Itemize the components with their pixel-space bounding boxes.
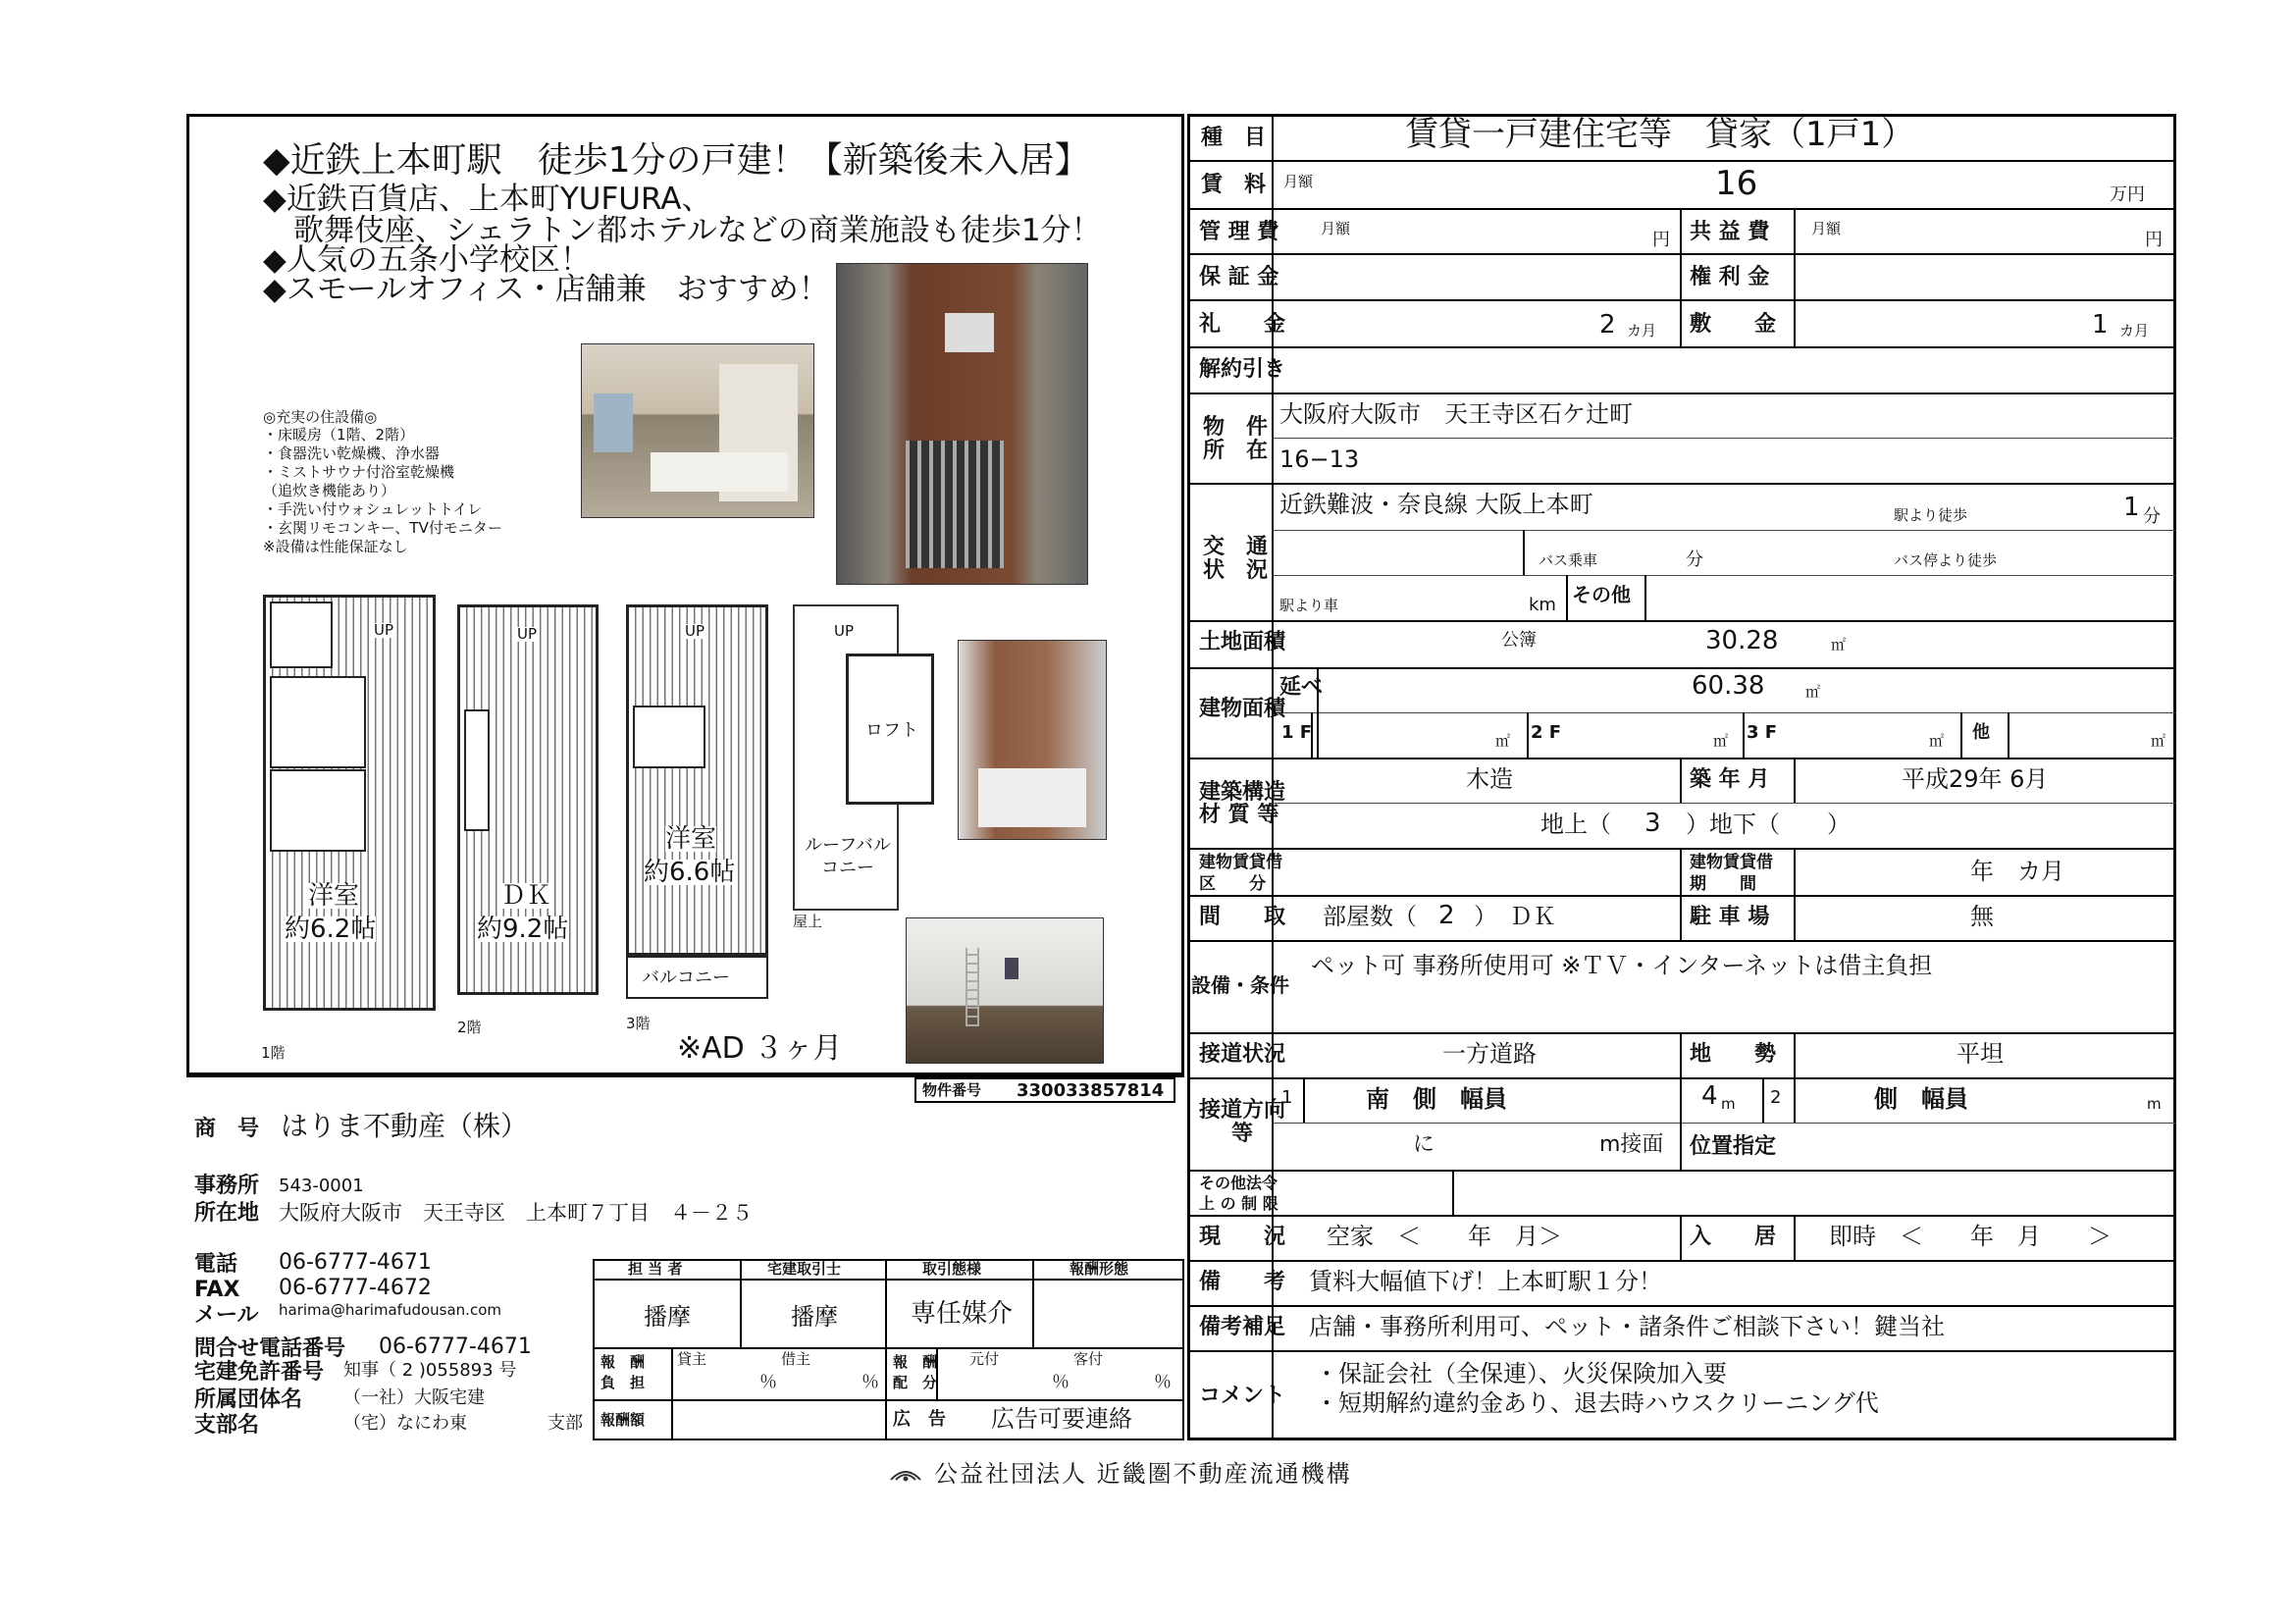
remarks: 賃料大幅値下げ！上本町駅１分！	[1309, 1268, 1662, 1295]
road-ni: に	[1413, 1132, 1435, 1157]
road-label: 接道状況	[1199, 1042, 1286, 1067]
tel: 06-6777-4671	[279, 1250, 432, 1275]
road: 一方道路	[1442, 1040, 1537, 1068]
remarks-label: 備 考	[1199, 1270, 1286, 1294]
walk-minutes: 1	[2123, 493, 2140, 522]
office-zip: 543-0001	[279, 1176, 364, 1196]
branch-suffix: 支部	[548, 1413, 583, 1434]
land-label: 土地面積	[1199, 630, 1286, 654]
road-dir-label: 接道方向 等	[1199, 1098, 1286, 1147]
f1-unit: ㎡	[1495, 732, 1511, 750]
status: 空家 ＜ 年 月＞	[1327, 1223, 1562, 1250]
ad-bullet-1: ◆近鉄上本町駅 徒歩1分の戸建！【新築後未入居】	[263, 140, 1090, 181]
room-photo	[906, 917, 1104, 1064]
origin-label: 元付	[969, 1350, 1000, 1368]
floor3-up: UP	[685, 622, 705, 640]
ad-value: 広告可要連絡	[991, 1405, 1132, 1433]
shikikin-unit: カ月	[2119, 322, 2150, 340]
f1-label: 1 F	[1281, 722, 1313, 743]
f3-unit: ㎡	[1929, 732, 1945, 750]
rent-monthly: 月額	[1283, 173, 1314, 190]
f3-label: 3 F	[1747, 722, 1778, 743]
road1-no: 1	[1281, 1087, 1293, 1108]
floor1-room: 洋室	[308, 881, 360, 911]
th-mode: 取引態様	[922, 1260, 982, 1278]
property-number: 330033857814	[1017, 1080, 1165, 1101]
trade-mode: 専任媒介	[911, 1299, 1014, 1329]
floors: 3	[1644, 809, 1661, 838]
rent-label: 賃 料	[1201, 173, 1267, 197]
gratuity-unit: カ月	[1627, 322, 1657, 340]
common-label: 共 益 費	[1690, 220, 1770, 244]
total-area: 60.38	[1692, 671, 1765, 701]
f2-label: 2 F	[1531, 722, 1562, 743]
road1-width: 4	[1701, 1081, 1718, 1111]
mgmt-monthly: 月額	[1321, 220, 1351, 237]
terrain-label: 地 勢	[1690, 1042, 1777, 1067]
lessee-pct: ％	[861, 1372, 879, 1392]
mail[interactable]: harima@harimafudousan.com	[279, 1301, 501, 1319]
comment-1: ・保証会社（全保連）、火災保険加入要	[1315, 1360, 1727, 1387]
comment-2: ・短期解約違約金あり、退去時ハウスクリーニング代	[1315, 1389, 1879, 1417]
fee-amount-label: 報酬額	[600, 1411, 646, 1429]
floor3-balcony: バルコニー	[642, 968, 730, 988]
floor-plan-2f: UP	[457, 604, 599, 995]
lease-type-label: 建物賃貸借 区 分	[1199, 853, 1282, 895]
ad-note: ※AD ３ヶ月	[677, 1031, 843, 1066]
address-label: 所在地	[194, 1201, 260, 1226]
roof-balcony-label: ルーフバルコニー	[805, 835, 891, 879]
supplement-label: 備考補足	[1199, 1315, 1286, 1339]
parking: 無	[1970, 903, 1994, 930]
origin-pct: ％	[1052, 1372, 1070, 1392]
license-label: 宅建免許番号	[194, 1360, 325, 1385]
company-name-label: 商 号	[194, 1117, 260, 1141]
km-unit: km	[1529, 595, 1556, 615]
struct-label: 建築構造 材 質 等	[1199, 780, 1286, 828]
floor1-size: 約6.2帖	[285, 915, 377, 944]
location-label: 物 件 所 在	[1203, 415, 1269, 464]
th-agent: 宅建取引士	[767, 1260, 842, 1278]
legal-label: その他法令 上 の 制 限	[1199, 1174, 1278, 1213]
floor3-label: 3階	[626, 1015, 651, 1032]
inquiry-tel: 06-6777-4671	[379, 1334, 532, 1359]
train-line: 近鉄難波・奈良線 大阪上本町	[1279, 491, 1593, 518]
ad-label: 広 告	[893, 1409, 946, 1430]
floor2-room: ＤＫ	[500, 881, 552, 911]
rooms: 2	[1438, 901, 1455, 930]
move-label: 入 居	[1690, 1225, 1777, 1249]
roof-label: 屋上	[793, 913, 823, 930]
built-date: 平成29年 6月	[1902, 765, 2049, 793]
comment-label: コメント	[1199, 1384, 1286, 1408]
loft-label: ロフト	[865, 720, 918, 741]
shikikin-label: 敷 金	[1690, 312, 1777, 337]
license: 知事（ 2 )055893 号	[343, 1360, 517, 1381]
lessor-pct: ％	[759, 1372, 777, 1392]
floor1-label: 1階	[261, 1044, 286, 1062]
floor2-size: 約9.2帖	[477, 915, 569, 944]
rooms-suffix: ） ＤＫ	[1474, 903, 1556, 930]
facility: ペット可 事務所使用可 ※ＴＶ・インターネットは借主負担	[1311, 952, 1933, 979]
other-transport-label: その他	[1572, 583, 1631, 606]
ad-bullet-2: ◆近鉄百貨店、上本町YUFURA、	[263, 182, 712, 217]
land-type: 公簿	[1501, 630, 1537, 651]
mail-label: メール	[194, 1303, 259, 1328]
structure: 木造	[1466, 765, 1513, 793]
layout-label: 間 取	[1199, 905, 1286, 929]
status-label: 現 況	[1199, 1225, 1286, 1249]
total-area-unit: ㎡	[1805, 683, 1821, 701]
bus-walk-label: バス停より徒歩	[1894, 551, 1998, 569]
deposit-label: 保 証 金	[1199, 265, 1279, 289]
road2-no: 2	[1770, 1087, 1782, 1108]
other-area-unit: ㎡	[2151, 732, 2166, 750]
roof-up: UP	[834, 622, 855, 640]
equip-line-4: ・ミストサウナ付浴室乾燥機	[263, 463, 455, 481]
th-staff: 担 当 者	[628, 1260, 683, 1278]
agent-side-label: 客付	[1073, 1350, 1104, 1368]
floor-plan-1f: UP	[263, 595, 436, 1011]
transport-label: 交 通 状 況	[1203, 535, 1269, 584]
org-logo-icon	[889, 1466, 922, 1484]
bus-label: バス乗車	[1539, 551, 1598, 569]
equip-line-7: ・玄関リモコンキー、TV付モニター	[263, 519, 502, 537]
company-name: はりま不動産（株）	[281, 1110, 529, 1142]
frontage: m接面	[1599, 1132, 1664, 1157]
kind: 賃貸一戸建住宅等 貸家（1戸1）	[1405, 115, 1915, 154]
gratuity-label: 礼 金	[1199, 312, 1286, 337]
fee-burden-label: 報 酬 負 担	[600, 1353, 646, 1391]
shikikin: 1	[2092, 310, 2109, 340]
mgmt-label: 管 理 費	[1199, 220, 1279, 244]
floors-suffix: ）地下（ ）	[1686, 811, 1851, 838]
assoc-label: 所属団体名	[194, 1387, 303, 1412]
lessee-label: 借主	[781, 1350, 811, 1368]
company-address: 大阪府大阪市 天王寺区 上本町７丁目 ４－２５	[279, 1201, 753, 1225]
f2-unit: ㎡	[1713, 732, 1729, 750]
floor3-size: 約6.6帖	[644, 858, 736, 887]
floors-prefix: 地上（	[1540, 811, 1611, 838]
fax-label: FAX	[194, 1278, 240, 1302]
branch-label: 支部名	[194, 1413, 260, 1438]
agent-pct: ％	[1154, 1372, 1172, 1392]
parking-label: 駐 車 場	[1690, 905, 1770, 929]
gratuity: 2	[1599, 310, 1616, 340]
staff-name: 播摩	[644, 1303, 691, 1331]
branch: （宅）なにわ東	[343, 1413, 467, 1434]
property-number-box: 物件番号 330033857814	[914, 1077, 1175, 1103]
tel-label: 電話	[194, 1252, 238, 1277]
lease-period: 年 カ月	[1970, 858, 2064, 885]
equip-line-6: ・手洗い付ウォシュレットトイレ	[263, 500, 483, 518]
bathroom-photo	[958, 640, 1107, 840]
location-2: 16−13	[1279, 445, 1360, 473]
walk-label: 駅より徒歩	[1894, 506, 1968, 524]
road1-unit: m	[1721, 1095, 1736, 1113]
cancel-label: 解約引き	[1199, 357, 1286, 382]
facility-label: 設備・条件	[1191, 973, 1289, 997]
office-label: 事務所	[194, 1174, 260, 1198]
road1-dir: 南 側 幅員	[1366, 1085, 1507, 1113]
key-money-label: 権 利 金	[1690, 265, 1770, 289]
equip-line-8: ※設備は性能保証なし	[263, 538, 408, 555]
inquiry-label: 問合せ電話番号	[194, 1336, 346, 1361]
move-in: 即時 ＜ 年 月 ＞	[1829, 1223, 2112, 1250]
ad-bullet-5: ◆スモールオフィス・店舗兼 おすすめ！	[263, 272, 829, 307]
position-label: 位置指定	[1690, 1134, 1777, 1159]
land-area: 30.28	[1705, 626, 1779, 655]
equip-line-5: （追炊き機能あり）	[263, 482, 396, 499]
assoc: （一社）大阪宅建	[343, 1387, 485, 1408]
total-area-label: 延べ	[1279, 675, 1324, 700]
rent-unit: 万円	[2110, 184, 2145, 205]
equip-line-3: ・食器洗い乾燥機、浄水器	[263, 445, 441, 462]
floor2-label: 2階	[457, 1019, 482, 1036]
terrain: 平坦	[1957, 1040, 2004, 1068]
land-unit: ㎡	[1831, 636, 1847, 654]
rent: 16	[1715, 164, 1758, 203]
floor-plan-3f	[626, 604, 768, 956]
exterior-photo	[836, 263, 1088, 585]
bus-minute-unit: 分	[1686, 549, 1703, 570]
th-fee-type: 報酬形態	[1070, 1260, 1129, 1278]
supplement: 店舗・事務所利用可、ペット・諸条件ご相談下さい！鍵当社	[1309, 1313, 1945, 1340]
common-monthly: 月額	[1811, 220, 1842, 237]
car-label: 駅より車	[1279, 597, 1339, 614]
common-yen: 円	[2145, 230, 2163, 250]
equip-line-2: ・床暖房（1階、2階）	[263, 426, 415, 444]
other-area-label: 他	[1972, 722, 1990, 743]
location-1: 大阪府大阪市 天王寺区石ケ辻町	[1279, 400, 1633, 428]
road2-unit: m	[2147, 1095, 2162, 1113]
ad-bullet-3: 歌舞伎座、シェラトン都ホテルなどの商業施設も徒歩1分！	[263, 213, 1102, 248]
kind-label: 種 目	[1201, 126, 1267, 150]
equip-line-1: ◎充実の住設備◎	[263, 408, 378, 426]
walk-unit: 分	[2143, 506, 2161, 527]
road2-dir: 側 幅員	[1874, 1085, 1968, 1113]
built-label: 築 年 月	[1690, 767, 1770, 792]
lessor-label: 貸主	[677, 1350, 707, 1368]
footer-org: 公益社団法人 近畿圏不動産流通機構	[934, 1460, 1352, 1488]
fee-dist-label: 報 酬 配 分	[893, 1353, 938, 1391]
fax: 06-6777-4672	[279, 1276, 432, 1300]
lease-period-label: 建物賃貸借 期 間	[1690, 853, 1773, 895]
kitchen-photo	[581, 343, 814, 518]
mgmt-yen: 円	[1652, 230, 1670, 250]
rooms-prefix: 部屋数（	[1323, 903, 1417, 930]
agent-name: 播摩	[791, 1303, 838, 1331]
floor3-room: 洋室	[665, 824, 717, 854]
bldg-label: 建物面積	[1199, 697, 1286, 721]
ad-bullet-4: ◆人気の五条小学校区！	[263, 242, 591, 278]
